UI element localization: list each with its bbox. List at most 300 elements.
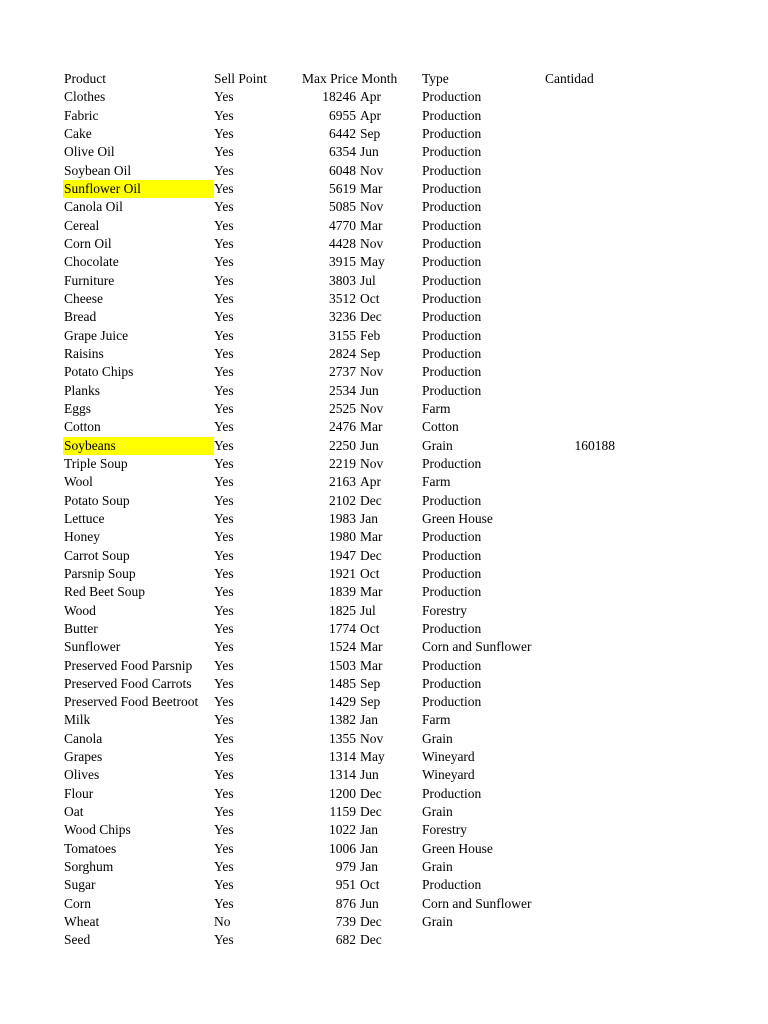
cell-product: Olives xyxy=(64,767,100,783)
cell-product: Wool xyxy=(64,474,93,490)
cell-sell-point: Yes xyxy=(214,327,234,343)
cell-type: Production xyxy=(422,217,482,233)
cell-cantidad xyxy=(545,785,615,803)
cell-product: Cheese xyxy=(64,290,103,306)
cell-cantidad xyxy=(545,821,615,839)
cell-sell-point: Yes xyxy=(214,895,234,911)
cell-product: Soybeans xyxy=(63,437,214,455)
cell-type: Production xyxy=(422,107,482,123)
cell-sell-point: Yes xyxy=(214,364,234,380)
cell-sell-point: Yes xyxy=(214,639,234,655)
cell-product: Corn xyxy=(64,895,91,911)
table-row xyxy=(0,345,768,363)
cell-max-price: 6354 xyxy=(329,144,356,160)
cell-cantidad xyxy=(545,107,615,125)
cell-type: Production xyxy=(422,180,482,196)
table-row xyxy=(0,931,768,949)
table-row xyxy=(0,107,768,125)
cell-type: Wineyard xyxy=(422,749,475,765)
header-product: Product xyxy=(64,71,106,86)
cell-type: Farm xyxy=(422,712,451,728)
cell-cantidad xyxy=(545,583,615,601)
cell-product: Canola Oil xyxy=(64,199,123,215)
cell-max-price: 951 xyxy=(335,877,356,893)
cell-max-price: 1980 xyxy=(329,529,356,545)
cell-month: Mar xyxy=(360,584,383,600)
cell-cantidad xyxy=(545,657,615,675)
cell-max-price: 3512 xyxy=(329,290,356,306)
table-row xyxy=(0,583,768,601)
cell-month: Nov xyxy=(360,199,384,215)
cell-cantidad xyxy=(545,253,615,271)
cell-max-price: 1947 xyxy=(329,547,356,563)
cell-sell-point: Yes xyxy=(214,657,234,673)
cell-month: Apr xyxy=(360,89,381,105)
cell-type: Production xyxy=(422,565,482,581)
table-row xyxy=(0,693,768,711)
cell-max-price: 876 xyxy=(335,895,356,911)
cell-month: Jun xyxy=(360,437,379,453)
cell-product: Cereal xyxy=(64,217,100,233)
cell-max-price: 2525 xyxy=(329,400,356,416)
cell-month: Mar xyxy=(360,657,383,673)
cell-sell-point: Yes xyxy=(214,419,234,435)
cell-cantidad xyxy=(545,180,615,198)
cell-cantidad xyxy=(545,711,615,729)
cell-cantidad xyxy=(545,730,615,748)
table-body xyxy=(0,88,768,949)
cell-month: May xyxy=(360,254,385,270)
table-row xyxy=(0,711,768,729)
cell-max-price: 1503 xyxy=(329,657,356,673)
cell-type: Production xyxy=(422,694,482,710)
cell-max-price: 4770 xyxy=(329,217,356,233)
header-max-price-month: Max Price Month xyxy=(302,71,398,86)
cell-cantidad xyxy=(545,400,615,418)
cell-month: Apr xyxy=(360,107,381,123)
cell-cantidad xyxy=(545,162,615,180)
table-row xyxy=(0,876,768,894)
cell-max-price: 2102 xyxy=(329,492,356,508)
cell-month: Mar xyxy=(360,639,383,655)
cell-sell-point: Yes xyxy=(214,254,234,270)
table-row xyxy=(0,675,768,693)
cell-max-price: 3915 xyxy=(329,254,356,270)
cell-sell-point: Yes xyxy=(214,272,234,288)
cell-sell-point: Yes xyxy=(214,932,234,948)
cell-sell-point: Yes xyxy=(214,584,234,600)
cell-sell-point: Yes xyxy=(214,822,234,838)
cell-product: Grapes xyxy=(64,749,103,765)
cell-max-price: 1314 xyxy=(329,767,356,783)
table-row xyxy=(0,895,768,913)
cell-max-price: 682 xyxy=(335,932,356,948)
cell-product: Preserved Food Parsnip xyxy=(64,657,193,673)
cell-type: Production xyxy=(422,125,482,141)
cell-product: Seed xyxy=(64,932,91,948)
cell-month: Jun xyxy=(360,382,379,398)
cell-cantidad xyxy=(545,198,615,216)
table-row xyxy=(0,913,768,931)
cell-cantidad xyxy=(545,510,615,528)
table-row xyxy=(0,510,768,528)
cell-product: Bread xyxy=(64,309,97,325)
cell-type: Production xyxy=(422,455,482,471)
cell-type: Production xyxy=(422,529,482,545)
cell-type: Production xyxy=(422,364,482,380)
cell-month: Nov xyxy=(360,364,384,380)
cell-sell-point: Yes xyxy=(214,785,234,801)
cell-type: Production xyxy=(422,272,482,288)
cell-max-price: 1022 xyxy=(329,822,356,838)
cell-sell-point: Yes xyxy=(214,675,234,691)
cell-month: Jan xyxy=(360,510,378,526)
cell-sell-point: Yes xyxy=(214,529,234,545)
cell-cantidad xyxy=(545,840,615,858)
cell-type: Production xyxy=(422,327,482,343)
cell-month: Mar xyxy=(360,217,383,233)
cell-max-price: 6048 xyxy=(329,162,356,178)
cell-month: Jan xyxy=(360,840,378,856)
cell-max-price: 6955 xyxy=(329,107,356,123)
cell-sell-point: Yes xyxy=(214,877,234,893)
cell-sell-point: Yes xyxy=(214,89,234,105)
cell-month: Jun xyxy=(360,767,379,783)
cell-month: Mar xyxy=(360,180,383,196)
cell-cantidad xyxy=(545,473,615,491)
table-row xyxy=(0,657,768,675)
table-row xyxy=(0,437,768,455)
cell-max-price: 3236 xyxy=(329,309,356,325)
table-row xyxy=(0,565,768,583)
cell-max-price: 1921 xyxy=(329,565,356,581)
cell-cantidad xyxy=(545,675,615,693)
cell-month: Jun xyxy=(360,895,379,911)
cell-sell-point: Yes xyxy=(214,749,234,765)
cell-max-price: 1429 xyxy=(329,694,356,710)
cell-month: Jan xyxy=(360,712,378,728)
table-row xyxy=(0,400,768,418)
table-row xyxy=(0,290,768,308)
cell-type: Grain xyxy=(422,730,453,746)
cell-cantidad xyxy=(545,308,615,326)
cell-month: Jul xyxy=(360,272,376,288)
cell-product: Preserved Food Carrots xyxy=(64,675,192,691)
cell-sell-point: Yes xyxy=(214,767,234,783)
cell-product: Sunflower xyxy=(64,639,121,655)
cell-max-price: 2163 xyxy=(329,474,356,490)
cell-type: Grain xyxy=(422,437,453,453)
cell-product: Wheat xyxy=(64,914,100,930)
cell-product: Raisins xyxy=(64,345,104,361)
cell-max-price: 1200 xyxy=(329,785,356,801)
cell-max-price: 1524 xyxy=(329,639,356,655)
cell-type xyxy=(422,931,562,949)
table-row xyxy=(0,730,768,748)
cell-sell-point: Yes xyxy=(214,162,234,178)
cell-type: Grain xyxy=(422,804,453,820)
cell-cantidad xyxy=(545,455,615,473)
cell-max-price: 5619 xyxy=(329,180,356,196)
cell-cantidad xyxy=(545,235,615,253)
cell-product: Furniture xyxy=(64,272,115,288)
cell-sell-point: Yes xyxy=(214,804,234,820)
cell-max-price: 1314 xyxy=(329,749,356,765)
cell-sell-point: Yes xyxy=(214,144,234,160)
cell-month: Mar xyxy=(360,419,383,435)
cell-month: Dec xyxy=(360,932,382,948)
table-row xyxy=(0,418,768,436)
cell-product: Triple Soup xyxy=(64,455,128,471)
cell-month: Dec xyxy=(360,914,382,930)
cell-product: Red Beet Soup xyxy=(64,584,145,600)
cell-product: Butter xyxy=(64,620,98,636)
cell-product: Sugar xyxy=(64,877,96,893)
cell-sell-point: Yes xyxy=(214,217,234,233)
cell-cantidad xyxy=(545,143,615,161)
table-row xyxy=(0,235,768,253)
cell-max-price: 1355 xyxy=(329,730,356,746)
cell-type: Production xyxy=(422,290,482,306)
table-row xyxy=(0,253,768,271)
cell-sell-point: Yes xyxy=(214,474,234,490)
cell-month: Nov xyxy=(360,730,384,746)
table-row xyxy=(0,528,768,546)
cell-product: Oat xyxy=(64,804,84,820)
cell-product: Potato Soup xyxy=(64,492,130,508)
cell-max-price: 3803 xyxy=(329,272,356,288)
cell-sell-point: Yes xyxy=(214,730,234,746)
cell-cantidad xyxy=(545,290,615,308)
cell-sell-point: Yes xyxy=(214,180,234,196)
cell-month: Nov xyxy=(360,162,384,178)
cell-max-price: 2219 xyxy=(329,455,356,471)
cell-type: Corn and Sunflower xyxy=(422,895,532,911)
cell-sell-point: Yes xyxy=(214,455,234,471)
cell-sell-point: Yes xyxy=(214,547,234,563)
cell-cantidad xyxy=(545,876,615,894)
cell-type: Cotton xyxy=(422,419,459,435)
cell-product: Clothes xyxy=(64,89,106,105)
cell-type: Production xyxy=(422,675,482,691)
cell-max-price: 2737 xyxy=(329,364,356,380)
table-row xyxy=(0,327,768,345)
cell-type: Production xyxy=(422,162,482,178)
cell-max-price: 979 xyxy=(335,859,356,875)
cell-month: Sep xyxy=(360,345,381,361)
cell-month: May xyxy=(360,749,385,765)
cell-type: Production xyxy=(422,657,482,673)
cell-max-price: 2476 xyxy=(329,419,356,435)
cell-max-price: 1774 xyxy=(329,620,356,636)
cell-month: Dec xyxy=(360,547,382,563)
cell-month: Jan xyxy=(360,859,378,875)
table-row xyxy=(0,198,768,216)
cell-product: Olive Oil xyxy=(64,144,115,160)
table-row xyxy=(0,766,768,784)
table-row xyxy=(0,473,768,491)
cell-cantidad xyxy=(545,602,615,620)
cell-month: Sep xyxy=(360,125,381,141)
table-row xyxy=(0,620,768,638)
cell-type: Production xyxy=(422,254,482,270)
header-sell-point: Sell Point xyxy=(214,71,267,86)
cell-product: Eggs xyxy=(64,400,91,416)
table-row xyxy=(0,840,768,858)
table-row xyxy=(0,821,768,839)
cell-cantidad xyxy=(545,382,615,400)
cell-sell-point: Yes xyxy=(214,382,234,398)
table-row xyxy=(0,143,768,161)
cell-type: Farm xyxy=(422,400,451,416)
table-row xyxy=(0,785,768,803)
cell-month: Mar xyxy=(360,529,383,545)
cell-cantidad xyxy=(545,217,615,235)
table-row xyxy=(0,492,768,510)
cell-product: Preserved Food Beetroot xyxy=(64,694,199,710)
cell-sell-point: Yes xyxy=(214,565,234,581)
cell-cantidad xyxy=(545,931,615,949)
cell-month: Jul xyxy=(360,602,376,618)
cell-cantidad xyxy=(545,345,615,363)
cell-type: Production xyxy=(422,877,482,893)
table-row xyxy=(0,638,768,656)
cell-product: Corn Oil xyxy=(64,235,112,251)
cell-month: Oct xyxy=(360,877,380,893)
cell-product: Chocolate xyxy=(64,254,119,270)
cell-sell-point: Yes xyxy=(214,492,234,508)
cell-type: Wineyard xyxy=(422,767,475,783)
table-row xyxy=(0,272,768,290)
cell-month: Dec xyxy=(360,804,382,820)
cell-sell-point: Yes xyxy=(214,840,234,856)
cell-month: Nov xyxy=(360,235,384,251)
cell-cantidad xyxy=(545,620,615,638)
cell-max-price: 4428 xyxy=(329,235,356,251)
table-row xyxy=(0,382,768,400)
cell-type: Green House xyxy=(422,510,493,526)
table-row xyxy=(0,455,768,473)
cell-cantidad xyxy=(545,565,615,583)
cell-product: Carrot Soup xyxy=(64,547,130,563)
cell-cantidad xyxy=(545,693,615,711)
table-row xyxy=(0,308,768,326)
cell-month: Oct xyxy=(360,290,380,306)
cell-cantidad: 160188 xyxy=(574,437,615,453)
cell-product: Cake xyxy=(64,125,92,141)
cell-max-price: 1825 xyxy=(329,602,356,618)
cell-product: Grape Juice xyxy=(64,327,129,343)
cell-max-price: 1006 xyxy=(329,840,356,856)
cell-sell-point: No xyxy=(214,914,231,930)
table-row xyxy=(0,88,768,106)
cell-sell-point: Yes xyxy=(214,345,234,361)
cell-type: Production xyxy=(422,345,482,361)
cell-sell-point: Yes xyxy=(214,620,234,636)
cell-month: Dec xyxy=(360,492,382,508)
cell-month: Jun xyxy=(360,144,379,160)
cell-sell-point: Yes xyxy=(214,510,234,526)
cell-cantidad xyxy=(545,803,615,821)
cell-type: Grain xyxy=(422,914,453,930)
cell-type: Production xyxy=(422,492,482,508)
cell-type: Production xyxy=(422,89,482,105)
cell-product: Wood Chips xyxy=(64,822,131,838)
cell-month: Nov xyxy=(360,455,384,471)
cell-product: Sunflower Oil xyxy=(63,180,214,198)
cell-cantidad xyxy=(545,913,615,931)
cell-product: Potato Chips xyxy=(64,364,134,380)
cell-product: Sorghum xyxy=(64,859,114,875)
cell-sell-point: Yes xyxy=(214,437,234,453)
cell-cantidad xyxy=(545,88,615,106)
cell-sell-point: Yes xyxy=(214,694,234,710)
cell-cantidad xyxy=(545,858,615,876)
header-row xyxy=(0,70,768,88)
cell-sell-point: Yes xyxy=(214,290,234,306)
cell-month: Dec xyxy=(360,785,382,801)
cell-product: Flour xyxy=(64,785,94,801)
table-row xyxy=(0,803,768,821)
cell-month: Apr xyxy=(360,474,381,490)
cell-max-price: 1382 xyxy=(329,712,356,728)
cell-month: Nov xyxy=(360,400,384,416)
cell-sell-point: Yes xyxy=(214,235,234,251)
cell-product: Fabric xyxy=(64,107,99,123)
header-type: Type xyxy=(422,71,449,86)
cell-product: Parsnip Soup xyxy=(64,565,136,581)
cell-sell-point: Yes xyxy=(214,107,234,123)
cell-cantidad xyxy=(545,363,615,381)
spreadsheet-table xyxy=(0,70,768,950)
cell-max-price: 1159 xyxy=(329,804,356,820)
cell-max-price: 1839 xyxy=(329,584,356,600)
cell-month: Oct xyxy=(360,620,380,636)
cell-max-price: 2250 xyxy=(329,437,356,453)
cell-sell-point: Yes xyxy=(214,309,234,325)
table-row xyxy=(0,180,768,198)
cell-product: Canola xyxy=(64,730,103,746)
cell-product: Lettuce xyxy=(64,510,105,526)
cell-type: Production xyxy=(422,547,482,563)
cell-cantidad xyxy=(545,766,615,784)
cell-type: Production xyxy=(422,309,482,325)
cell-cantidad xyxy=(545,492,615,510)
cell-type: Production xyxy=(422,199,482,215)
cell-month: Jan xyxy=(360,822,378,838)
table-row xyxy=(0,547,768,565)
cell-sell-point: Yes xyxy=(214,125,234,141)
cell-month: Sep xyxy=(360,675,381,691)
cell-sell-point: Yes xyxy=(214,199,234,215)
cell-max-price: 18246 xyxy=(322,89,356,105)
cell-product: Wood xyxy=(64,602,96,618)
cell-product: Cotton xyxy=(64,419,101,435)
cell-cantidad xyxy=(545,327,615,345)
cell-type: Farm xyxy=(422,474,451,490)
cell-cantidad xyxy=(545,895,615,913)
cell-product: Planks xyxy=(64,382,101,398)
cell-cantidad xyxy=(545,638,615,656)
cell-type: Production xyxy=(422,144,482,160)
cell-product: Soybean Oil xyxy=(64,162,132,178)
cell-cantidad xyxy=(545,528,615,546)
cell-type: Production xyxy=(422,382,482,398)
cell-max-price: 2824 xyxy=(329,345,356,361)
table-row xyxy=(0,162,768,180)
cell-type: Production xyxy=(422,785,482,801)
table-row xyxy=(0,363,768,381)
